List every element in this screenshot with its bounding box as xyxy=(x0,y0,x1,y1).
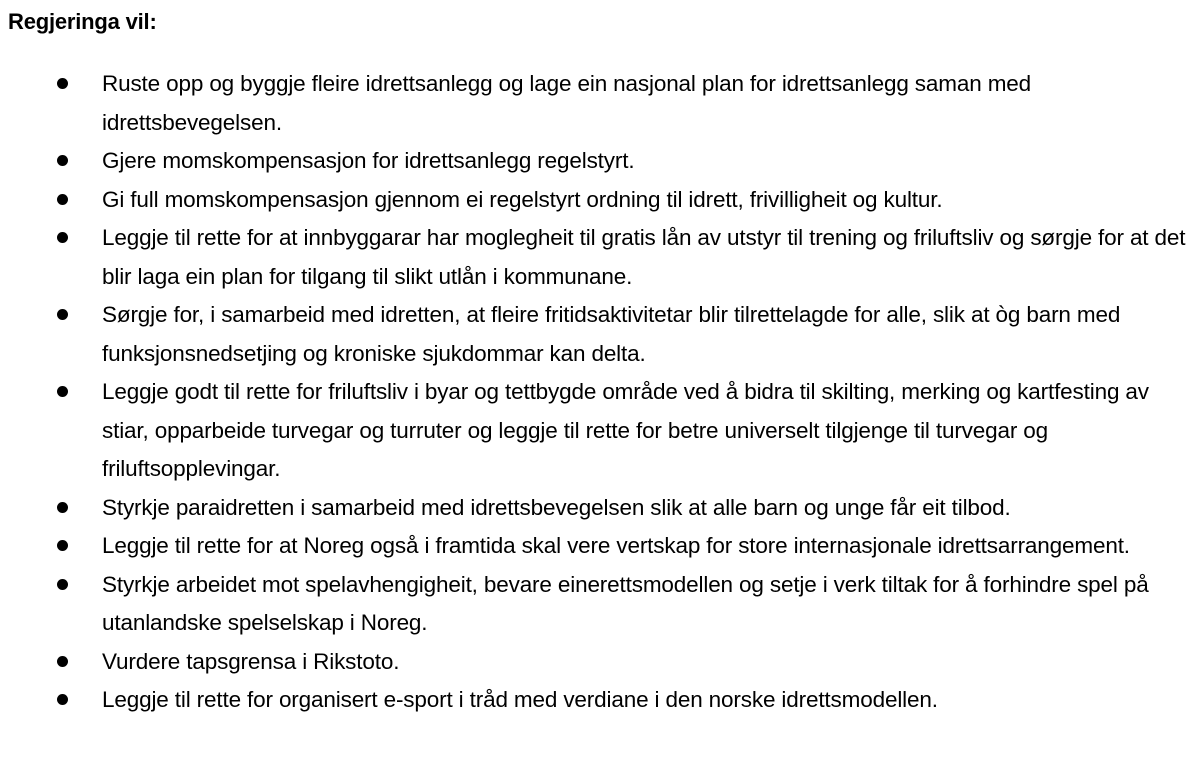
bullet-text: Vurdere tapsgrensa i Rikstoto. xyxy=(102,648,400,674)
bullet-item xyxy=(0,527,1200,566)
bullet-text: Styrkje arbeidet mot spelavhengigheit, bevare einerettsmodellen og setje i verk tiltak for å forhindre spel på utanlandske spelselskap i Noreg. xyxy=(102,571,1149,635)
bullet-icon xyxy=(57,694,68,705)
bullet-text: Leggje til rette for at innbyggarar har moglegheit til gratis lån av utstyr til trening og friluftsliv og sørgje for at det blir laga ein plan for tilgang til slikt utlån i kommunane. xyxy=(102,225,1186,289)
bullet-text: Styrkje paraidretten i samarbeid med idrettsbevegelsen slik at alle barn og unge får eit tilbod. xyxy=(102,494,1011,520)
bullet-text: Gi full momskompensasjon gjennom ei regelstyrt ordning til idrett, frivilligheit og kultur. xyxy=(102,186,943,212)
bullet-icon xyxy=(57,194,68,205)
bullet-icon xyxy=(57,309,68,320)
bullet-text: Gjere momskompensasjon for idrettsanlegg regelstyrt. xyxy=(102,148,635,173)
bullet-text: Sørgje for, i samarbeid med idretten, at fleire fritidsaktivitetar blir tilrettelagde for alle, slik at òg barn med funksjonsnedsetjing og kroniske sjukdommar kan delta. xyxy=(102,302,1121,366)
bullet-item xyxy=(0,681,1200,720)
bullet-icon xyxy=(57,579,68,590)
bullet-item xyxy=(0,65,1200,142)
bullet-icon xyxy=(57,232,68,243)
bullet-icon xyxy=(57,540,68,551)
bullet-text: Leggje til rette for organisert e-sport i tråd med verdiane i den norske idrettsmodellen. xyxy=(102,687,938,712)
bullet-item xyxy=(0,489,1200,528)
bullet-item xyxy=(0,142,1200,181)
bullet-icon xyxy=(57,78,68,89)
bullet-icon xyxy=(57,155,68,166)
bullet-item xyxy=(0,181,1200,220)
bullet-list xyxy=(0,65,1200,720)
bullet-text: Ruste opp og byggje fleire idrettsanlegg og lage ein nasjonal plan for idrettsanlegg saman med idrettsbevegelsen. xyxy=(102,71,1032,135)
bullet-item xyxy=(0,296,1200,373)
bullet-item xyxy=(0,373,1200,489)
bullet-icon xyxy=(57,656,68,667)
bullet-icon xyxy=(57,502,68,513)
bullet-item xyxy=(0,219,1200,296)
section-heading: Regjeringa vil: xyxy=(8,9,157,34)
bullet-text: Leggje godt til rette for friluftsliv i byar og tettbygde område ved å bidra til skilting, merking og kartfesting av stiar, opparbeide turvegar og turruter og leggje til rette for betre universelt tilgjenge til turvegar og friluftsopplevingar. xyxy=(102,379,1149,481)
bullet-icon xyxy=(57,386,68,397)
bullet-item xyxy=(0,643,1200,682)
bullet-item xyxy=(0,566,1200,643)
bullet-text: Leggje til rette for at Noreg også i framtida skal vere vertskap for store internasjonale idrettsarrangement. xyxy=(102,533,1130,558)
